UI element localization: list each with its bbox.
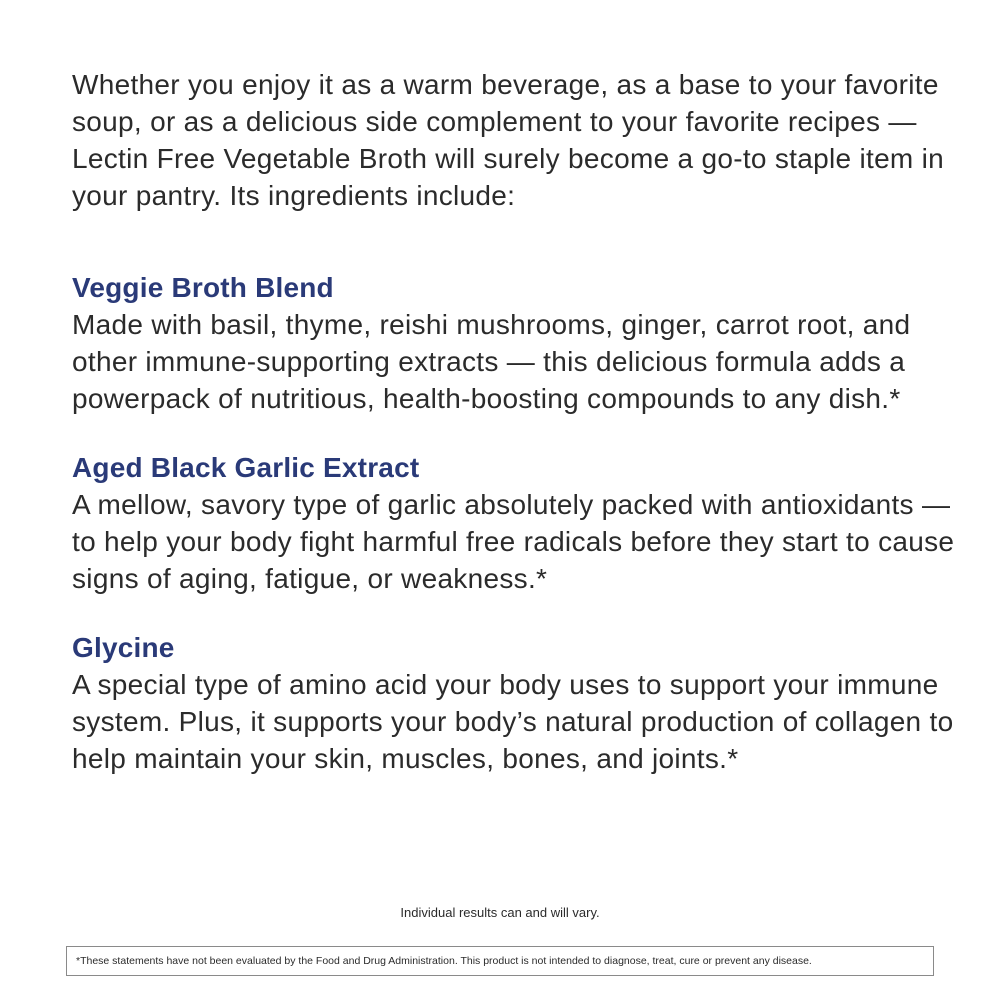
ingredient-title: Veggie Broth Blend bbox=[72, 272, 334, 303]
ingredient-description: A mellow, savory type of garlic absolutely packed with antioxidants — to help your body fight harmful free radicals before they start to cause signs of aging, fatigue, or weakness.* bbox=[72, 489, 955, 594]
intro-paragraph: Whether you enjoy it as a warm beverage, as a base to your favorite soup, or as a delicious side complement to your favorite recipes — Lectin Free Vegetable Broth will surely become a go-to staple item in your pantry. Its ingredients include: bbox=[72, 69, 945, 211]
ingredient-description: A special type of amino acid your body uses to support your immune system. Plus, it supports your body’s natural production of collagen to help maintain your skin, muscles, bones, and joints.* bbox=[72, 669, 954, 774]
ingredient-description: Made with basil, thyme, reishi mushrooms, ginger, carrot root, and other immune-supporting extracts — this delicious formula adds a powerpack of nutritious, health-boosting compounds to any dish.* bbox=[72, 309, 911, 414]
main-content bbox=[72, 66, 972, 777]
ingredient-section-glycine bbox=[72, 629, 972, 777]
ingredient-title: Glycine bbox=[72, 632, 175, 663]
fda-disclaimer-box bbox=[66, 946, 934, 976]
ingredient-title: Aged Black Garlic Extract bbox=[72, 452, 420, 483]
fda-disclaimer-text: *These statements have not been evaluated by the Food and Drug Administration. This product is not intended to diagnose, treat, cure or prevent any disease. bbox=[76, 955, 812, 967]
ingredient-section-veggie-broth-blend bbox=[72, 269, 972, 417]
ingredient-section-aged-black-garlic-extract bbox=[72, 449, 972, 597]
results-note: Individual results can and will vary. bbox=[400, 905, 600, 920]
